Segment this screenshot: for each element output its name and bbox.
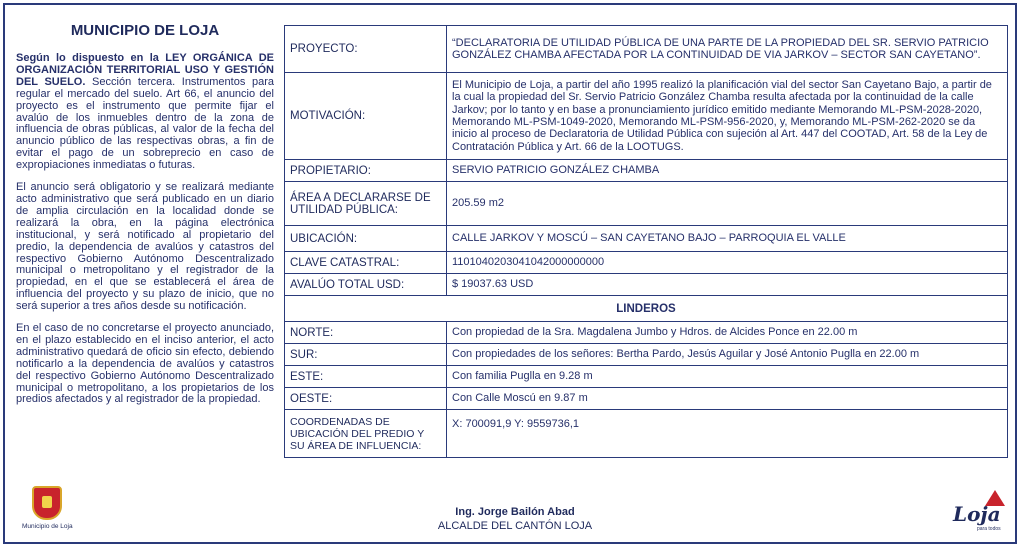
signer-name: Ing. Jorge Bailón Abad (455, 506, 575, 518)
table-row (285, 296, 1008, 322)
logo-slogan: para todos (977, 526, 1001, 532)
legal-text-column (16, 22, 274, 416)
table-row (285, 226, 1008, 252)
legal-paragraph-1 (16, 53, 274, 172)
sur-value: Con propiedades de los señores: Bertha Pardo, Jesús Aguilar y José Antonio Puglla en 22.00 m (447, 344, 1008, 366)
clave-catastral-label: CLAVE CATASTRAL: (285, 252, 447, 274)
propietario-value: SERVIO PATRICIO GONZÁLEZ CHAMBA (447, 160, 1008, 182)
oeste-label: OESTE: (285, 388, 447, 410)
motivacion-label: MOTIVACIÓN: (285, 73, 447, 160)
municipal-seal (22, 486, 72, 530)
seal-caption: Municipio de Loja (22, 523, 73, 530)
oeste-value: Con Calle Moscú en 9.87 m (447, 388, 1008, 410)
avaluo-label: AVALÚO TOTAL USD: (285, 274, 447, 296)
table-row (285, 322, 1008, 344)
table-row (285, 388, 1008, 410)
table-row (285, 73, 1008, 160)
proyecto-value: “DECLARATORIA DE UTILIDAD PÚBLICA DE UNA PARTE DE LA PROPIEDAD DEL SR. SERVIO PATRICIO GONZÁLEZ CHAMBA AFECTADA POR LA CONTINUIDAD DE VIA JARKOV – SECTOR SAN CAYETANO”. (447, 26, 1008, 73)
project-details-table (284, 25, 1008, 458)
avaluo-value: $ 19037.63 USD (447, 274, 1008, 296)
propietario-label: PROPIETARIO: (285, 160, 447, 182)
table-row (285, 160, 1008, 182)
clave-catastral-value: 1101040203041042000000000 (447, 252, 1008, 274)
coat-of-arms-icon (32, 486, 62, 520)
loja-logo (950, 488, 1010, 534)
table-row (285, 274, 1008, 296)
table-row (285, 252, 1008, 274)
coordenadas-value: X: 700091,9 Y: 9559736,1 (447, 410, 1008, 458)
coordenadas-label: COORDENADAS DE UBICACIÓN DEL PREDIO Y SU ÁREA DE INFLUENCIA: (285, 410, 447, 458)
municipality-heading: MUNICIPIO DE LOJA (70, 22, 220, 39)
area-label: ÁREA A DECLARARSE DE UTILIDAD PÚBLICA: (285, 182, 447, 226)
este-label: ESTE: (285, 366, 447, 388)
table-row (285, 182, 1008, 226)
sur-label: SUR: (285, 344, 447, 366)
area-value: 205.59 m2 (447, 182, 1008, 226)
proyecto-label: PROYECTO: (285, 26, 447, 73)
table-row (285, 366, 1008, 388)
norte-value: Con propiedad de la Sra. Magdalena Jumbo y Hdros. de Alcides Ponce en 22.00 m (447, 322, 1008, 344)
logo-word: Loja (953, 502, 1001, 526)
signer-title: ALCALDE DEL CANTÓN LOJA (437, 520, 593, 532)
table-row (285, 410, 1008, 458)
legal-paragraph-2: El anuncio será obligatorio y se realizará mediante acto administrativo que será publicado en un diario de amplia circulación en la localidad donde se realizará la obra, en la página electrónica institucional, y será notificado al propietario del predio, la dependencia de avalúos y catastros del respectivo Gobierno Autónomo Descentralizado municipal o metropolitano y el registrador de la propiedad, en el que se establecerá el área de influencia del proyecto y su plazo de inicio, que no será superior a tres años desde su notificación. (16, 181, 274, 313)
legal-paragraph-3: En el caso de no concretarse el proyecto anunciado, en el plazo establecido en el inciso anterior, el acto administrativo quedará de oficio sin efecto, debiendo notificarlo a la dependencia de avalúos y catastros del respectivo Gobierno Autónomo Descentralizado municipal o metropolitano, a los propietarios de los predios afectados y al registrador de la propiedad. (16, 322, 274, 406)
signature-block (400, 506, 630, 532)
law-reference: Según lo dispuesto en la LEY ORGÁNICA DE ORGANIZACIÓN TERRITORIAL USO Y GESTIÓN DEL SUELO. (16, 52, 274, 88)
legal-paragraph-1-body: Sección tercera. Instrumentos para regular el mercado del suelo. Art 66, el anuncio del proyecto es el instrumento que permite fijar el avalúo de los inmuebles dentro de la zona de influencia de obras públicas, al valor de la fecha del anuncio público de las respectivas obras, a fin de evitar el pago de un sobreprecio en caso de expropiaciones inmediatas o futuras. (16, 75, 275, 172)
ubicacion-value: CALLE JARKOV Y MOSCÚ – SAN CAYETANO BAJO – PARROQUIA EL VALLE (447, 226, 1008, 252)
este-value: Con familia Puglla en 9.28 m (447, 366, 1008, 388)
table-row (285, 344, 1008, 366)
norte-label: NORTE: (285, 322, 447, 344)
table-row (285, 26, 1008, 73)
ubicacion-label: UBICACIÓN: (285, 226, 447, 252)
linderos-heading: LINDEROS (285, 296, 1008, 322)
motivacion-value: El Municipio de Loja, a partir del año 1995 realizó la planificación vial del sector San Cayetano Bajo, a partir de la cual la propiedad del Sr. Servio Patricio González Chamba resulta afectada por la continuidad de la calle Jarkov; por lo tanto y en base a pronunciamiento jurídico emitido mediante Memorando ML-PSM-2028-2020, Memorando ML-PSM-1049-2020, Memorando ML-PSM-956-2020, y, Memorando ML-PSM-262-2020 se da inicio al proceso de Declaratoria de Utilidad Pública con sujeción al Art. 447 del COOTAD, Art. 58 de la Ley de Contratación Pública y Art. 66 de la LOOTUGS. (447, 73, 1008, 160)
